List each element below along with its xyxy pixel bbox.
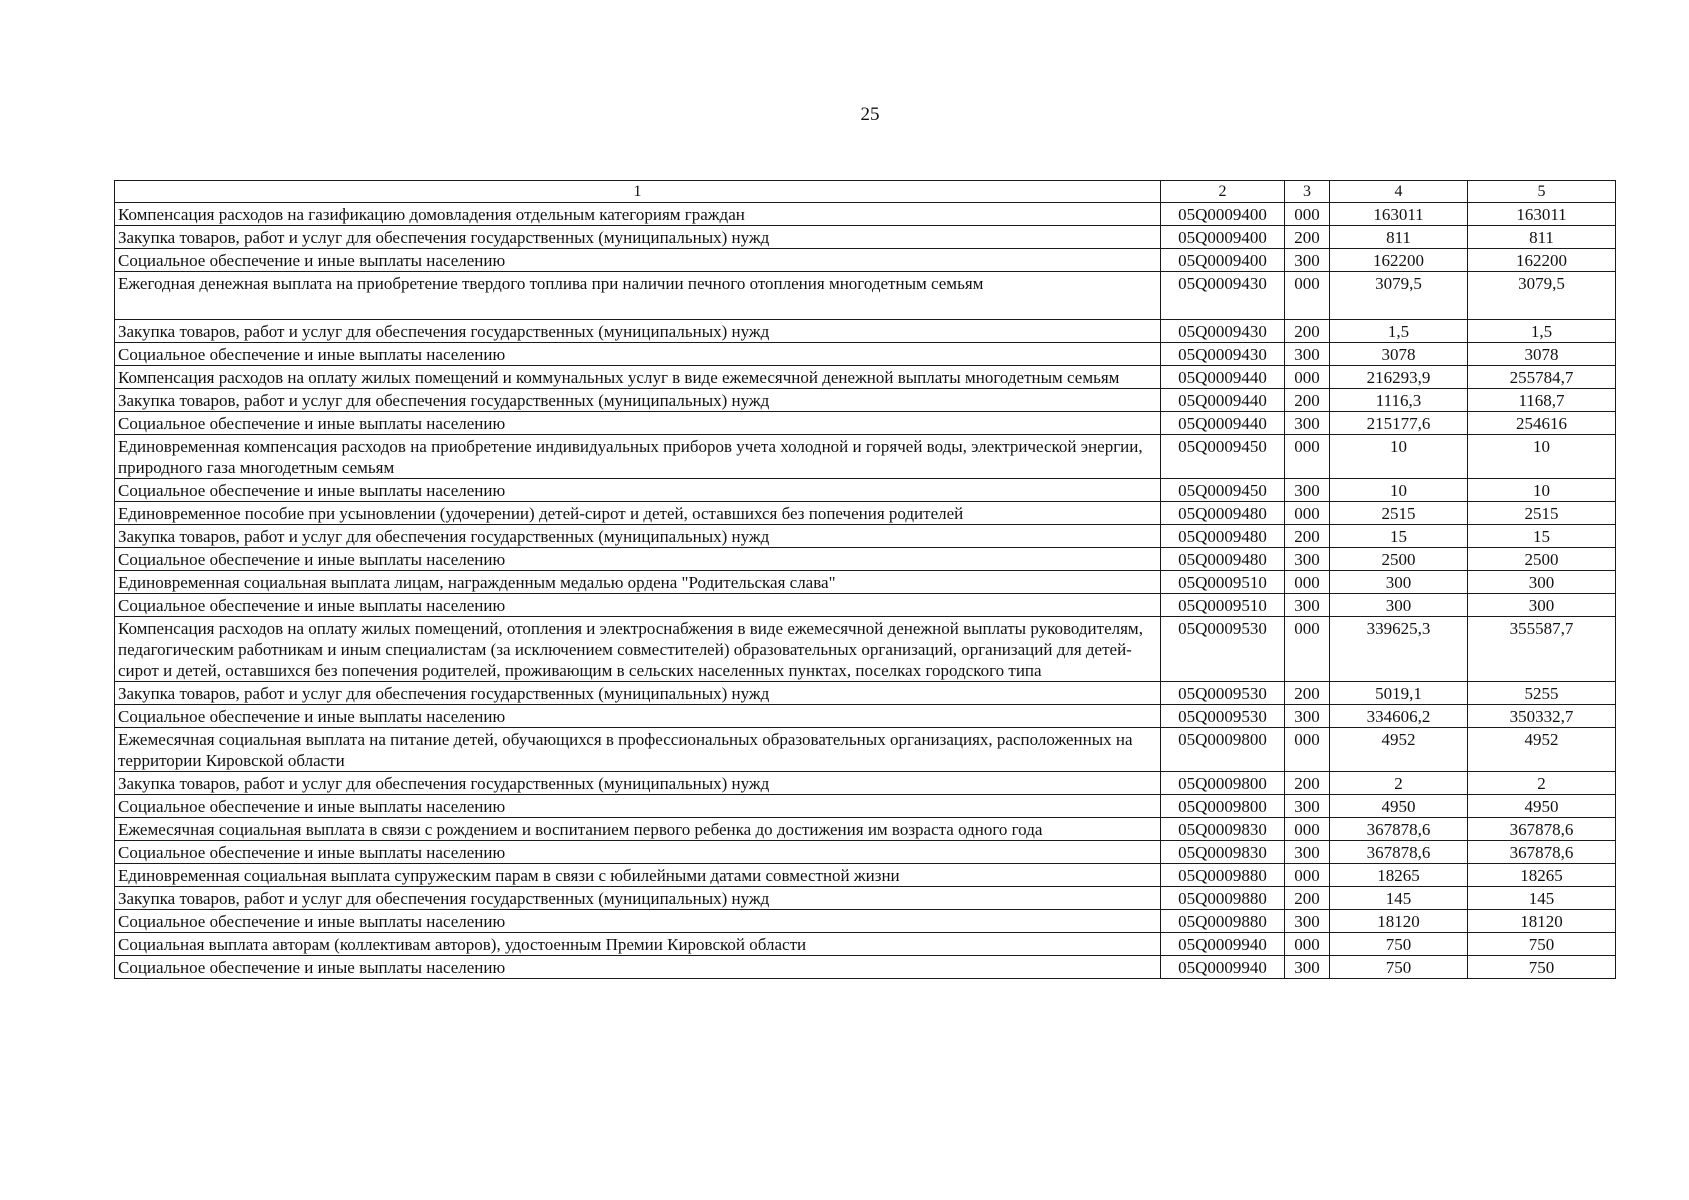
row-code-cell: 05Q0009440 [1161, 366, 1285, 389]
row-name-cell: Социальное обеспечение и иные выплаты населению [115, 594, 1161, 617]
row-value-2025-cell: 1,5 [1468, 320, 1616, 343]
row-type-cell: 300 [1285, 412, 1330, 435]
header-cell-5: 5 [1468, 181, 1616, 203]
row-value-2025-cell: 18120 [1468, 910, 1616, 933]
row-type-cell: 200 [1285, 389, 1330, 412]
row-name-cell: Компенсация расходов на газификацию домовладения отдельным категориям граждан [115, 203, 1161, 226]
table-row [115, 320, 1616, 343]
header-cell-1: 1 [115, 181, 1161, 203]
row-code-cell: 05Q0009480 [1161, 502, 1285, 525]
row-value-2025-cell: 367878,6 [1468, 818, 1616, 841]
row-value-2024-cell: 10 [1330, 435, 1468, 479]
row-value-2024-cell: 5019,1 [1330, 682, 1468, 705]
row-type-cell: 000 [1285, 864, 1330, 887]
header-cell-2: 2 [1161, 181, 1285, 203]
row-value-2025-cell: 355587,7 [1468, 617, 1616, 682]
row-type-cell: 000 [1285, 435, 1330, 479]
row-name-cell: Социальное обеспечение и иные выплаты населению [115, 841, 1161, 864]
table-row [115, 956, 1616, 979]
row-value-2024-cell: 145 [1330, 887, 1468, 910]
row-name-cell: Закупка товаров, работ и услуг для обеспечения государственных (муниципальных) нужд [115, 226, 1161, 249]
row-code-cell: 05Q0009800 [1161, 728, 1285, 772]
table-row [115, 343, 1616, 366]
row-value-2024-cell: 15 [1330, 525, 1468, 548]
row-name-cell: Социальное обеспечение и иные выплаты населению [115, 249, 1161, 272]
row-type-cell: 300 [1285, 795, 1330, 818]
table-row [115, 479, 1616, 502]
row-name-cell: Социальное обеспечение и иные выплаты населению [115, 412, 1161, 435]
table-row [115, 249, 1616, 272]
row-value-2024-cell: 2515 [1330, 502, 1468, 525]
row-value-2024-cell: 750 [1330, 956, 1468, 979]
row-value-2025-cell: 300 [1468, 594, 1616, 617]
row-code-cell: 05Q0009440 [1161, 389, 1285, 412]
row-value-2025-cell: 18265 [1468, 864, 1616, 887]
row-code-cell: 05Q0009830 [1161, 818, 1285, 841]
row-value-2025-cell: 162200 [1468, 249, 1616, 272]
row-name-cell: Закупка товаров, работ и услуг для обеспечения государственных (муниципальных) нужд [115, 682, 1161, 705]
header-row [115, 181, 1616, 203]
row-value-2024-cell: 216293,9 [1330, 366, 1468, 389]
row-value-2025-cell: 750 [1468, 933, 1616, 956]
row-value-2024-cell: 300 [1330, 571, 1468, 594]
row-code-cell: 05Q0009880 [1161, 864, 1285, 887]
table-row [115, 366, 1616, 389]
row-code-cell: 05Q0009800 [1161, 772, 1285, 795]
table-row [115, 594, 1616, 617]
row-type-cell: 300 [1285, 548, 1330, 571]
row-value-2025-cell: 255784,7 [1468, 366, 1616, 389]
row-type-cell: 000 [1285, 571, 1330, 594]
row-type-cell: 200 [1285, 226, 1330, 249]
table-row [115, 412, 1616, 435]
row-code-cell: 05Q0009400 [1161, 226, 1285, 249]
row-value-2024-cell: 18120 [1330, 910, 1468, 933]
row-value-2025-cell: 4950 [1468, 795, 1616, 818]
row-value-2025-cell: 3078 [1468, 343, 1616, 366]
row-value-2025-cell: 1168,7 [1468, 389, 1616, 412]
row-code-cell: 05Q0009450 [1161, 435, 1285, 479]
row-type-cell: 000 [1285, 617, 1330, 682]
row-name-cell: Социальное обеспечение и иные выплаты населению [115, 343, 1161, 366]
row-type-cell: 300 [1285, 910, 1330, 933]
row-name-cell: Закупка товаров, работ и услуг для обеспечения государственных (муниципальных) нужд [115, 887, 1161, 910]
table-row [115, 910, 1616, 933]
table-row [115, 548, 1616, 571]
row-name-cell: Компенсация расходов на оплату жилых помещений, отопления и электроснабжения в виде ежемесячной денежной выплаты руководителям, педагогическим работникам и иным специалистам (за исключением совместителей) образовательных организаций, организаций для детей-сирот и детей, оставшихся без попечения родителей, проживающим в сельских населенных пунктах, поселках городского типа [115, 617, 1161, 682]
row-name-cell: Социальное обеспечение и иные выплаты населению [115, 479, 1161, 502]
row-code-cell: 05Q0009430 [1161, 343, 1285, 366]
row-type-cell: 000 [1285, 933, 1330, 956]
row-value-2025-cell: 300 [1468, 571, 1616, 594]
table-row [115, 435, 1616, 479]
row-value-2024-cell: 3078 [1330, 343, 1468, 366]
row-name-cell: Социальное обеспечение и иные выплаты населению [115, 795, 1161, 818]
row-code-cell: 05Q0009440 [1161, 412, 1285, 435]
row-value-2024-cell: 4950 [1330, 795, 1468, 818]
row-name-cell: Единовременная социальная выплата супружеским парам в связи с юбилейными датами совместной жизни [115, 864, 1161, 887]
table-row [115, 705, 1616, 728]
row-value-2024-cell: 339625,3 [1330, 617, 1468, 682]
row-value-2025-cell: 2515 [1468, 502, 1616, 525]
row-value-2024-cell: 750 [1330, 933, 1468, 956]
row-name-cell: Ежемесячная социальная выплата в связи с рождением и воспитанием первого ребенка до достижения им возраста одного года [115, 818, 1161, 841]
row-name-cell: Компенсация расходов на оплату жилых помещений и коммунальных услуг в виде ежемесячной денежной выплаты многодетным семьям [115, 366, 1161, 389]
row-name-cell: Социальное обеспечение и иные выплаты населению [115, 548, 1161, 571]
row-name-cell: Ежемесячная социальная выплата на питание детей, обучающихся в профессиональных образовательных организациях, расположенных на территории Кировской области [115, 728, 1161, 772]
row-value-2024-cell: 4952 [1330, 728, 1468, 772]
table-row [115, 933, 1616, 956]
row-value-2024-cell: 334606,2 [1330, 705, 1468, 728]
row-type-cell: 000 [1285, 728, 1330, 772]
row-code-cell: 05Q0009530 [1161, 682, 1285, 705]
row-name-cell: Закупка товаров, работ и услуг для обеспечения государственных (муниципальных) нужд [115, 772, 1161, 795]
row-name-cell: Единовременное пособие при усыновлении (удочерении) детей-сирот и детей, оставшихся без попечения родителей [115, 502, 1161, 525]
budget-table [114, 180, 1616, 979]
row-name-cell: Закупка товаров, работ и услуг для обеспечения государственных (муниципальных) нужд [115, 320, 1161, 343]
row-type-cell: 300 [1285, 956, 1330, 979]
row-code-cell: 05Q0009940 [1161, 933, 1285, 956]
table-row [115, 887, 1616, 910]
row-value-2025-cell: 254616 [1468, 412, 1616, 435]
table-row [115, 525, 1616, 548]
row-code-cell: 05Q0009480 [1161, 548, 1285, 571]
row-value-2025-cell: 2500 [1468, 548, 1616, 571]
row-value-2025-cell: 15 [1468, 525, 1616, 548]
row-value-2025-cell: 145 [1468, 887, 1616, 910]
row-value-2024-cell: 10 [1330, 479, 1468, 502]
row-code-cell: 05Q0009450 [1161, 479, 1285, 502]
row-value-2024-cell: 1116,3 [1330, 389, 1468, 412]
row-value-2025-cell: 163011 [1468, 203, 1616, 226]
row-code-cell: 05Q0009400 [1161, 249, 1285, 272]
row-code-cell: 05Q0009510 [1161, 571, 1285, 594]
row-type-cell: 200 [1285, 887, 1330, 910]
row-code-cell: 05Q0009530 [1161, 617, 1285, 682]
table-row [115, 772, 1616, 795]
row-value-2024-cell: 1,5 [1330, 320, 1468, 343]
row-type-cell: 300 [1285, 249, 1330, 272]
row-name-cell: Единовременная компенсация расходов на приобретение индивидуальных приборов учета холодной и горячей воды, электрической энергии, природного газа многодетным семьям [115, 435, 1161, 479]
header-cell-4: 4 [1330, 181, 1468, 203]
row-code-cell: 05Q0009430 [1161, 272, 1285, 320]
table-row [115, 571, 1616, 594]
row-value-2024-cell: 300 [1330, 594, 1468, 617]
row-name-cell: Социальное обеспечение и иные выплаты населению [115, 705, 1161, 728]
table-row [115, 226, 1616, 249]
table-row [115, 682, 1616, 705]
table-row [115, 389, 1616, 412]
row-name-cell: Единовременная социальная выплата лицам, награжденным медалью ордена "Родительская слава" [115, 571, 1161, 594]
row-value-2024-cell: 215177,6 [1330, 412, 1468, 435]
row-type-cell: 200 [1285, 525, 1330, 548]
row-name-cell: Социальное обеспечение и иные выплаты населению [115, 910, 1161, 933]
row-code-cell: 05Q0009800 [1161, 795, 1285, 818]
row-value-2024-cell: 2500 [1330, 548, 1468, 571]
table-row [115, 272, 1616, 320]
header-cell-3: 3 [1285, 181, 1330, 203]
row-type-cell: 300 [1285, 343, 1330, 366]
row-value-2025-cell: 3079,5 [1468, 272, 1616, 320]
table-row [115, 502, 1616, 525]
row-value-2025-cell: 811 [1468, 226, 1616, 249]
table-row [115, 864, 1616, 887]
row-code-cell: 05Q0009880 [1161, 887, 1285, 910]
row-value-2025-cell: 10 [1468, 479, 1616, 502]
row-value-2025-cell: 367878,6 [1468, 841, 1616, 864]
row-value-2025-cell: 5255 [1468, 682, 1616, 705]
row-type-cell: 200 [1285, 682, 1330, 705]
row-type-cell: 000 [1285, 502, 1330, 525]
table-row [115, 795, 1616, 818]
row-name-cell: Социальная выплата авторам (коллективам авторов), удостоенным Премии Кировской области [115, 933, 1161, 956]
row-value-2024-cell: 367878,6 [1330, 818, 1468, 841]
table-row [115, 617, 1616, 682]
row-type-cell: 000 [1285, 272, 1330, 320]
page-number: 25 [860, 104, 880, 125]
table-row [115, 818, 1616, 841]
row-value-2025-cell: 350332,7 [1468, 705, 1616, 728]
row-code-cell: 05Q0009480 [1161, 525, 1285, 548]
row-name-cell: Закупка товаров, работ и услуг для обеспечения государственных (муниципальных) нужд [115, 389, 1161, 412]
row-type-cell: 300 [1285, 594, 1330, 617]
row-type-cell: 200 [1285, 772, 1330, 795]
row-value-2025-cell: 2 [1468, 772, 1616, 795]
row-code-cell: 05Q0009940 [1161, 956, 1285, 979]
row-code-cell: 05Q0009510 [1161, 594, 1285, 617]
row-value-2025-cell: 4952 [1468, 728, 1616, 772]
row-value-2024-cell: 162200 [1330, 249, 1468, 272]
row-type-cell: 300 [1285, 479, 1330, 502]
row-value-2025-cell: 10 [1468, 435, 1616, 479]
row-value-2024-cell: 367878,6 [1330, 841, 1468, 864]
row-value-2024-cell: 163011 [1330, 203, 1468, 226]
row-type-cell: 000 [1285, 818, 1330, 841]
row-value-2025-cell: 750 [1468, 956, 1616, 979]
row-code-cell: 05Q0009400 [1161, 203, 1285, 226]
row-code-cell: 05Q0009880 [1161, 910, 1285, 933]
row-value-2024-cell: 811 [1330, 226, 1468, 249]
row-code-cell: 05Q0009530 [1161, 705, 1285, 728]
row-name-cell: Закупка товаров, работ и услуг для обеспечения государственных (муниципальных) нужд [115, 525, 1161, 548]
row-code-cell: 05Q0009830 [1161, 841, 1285, 864]
table-row [115, 728, 1616, 772]
row-value-2024-cell: 18265 [1330, 864, 1468, 887]
row-type-cell: 300 [1285, 705, 1330, 728]
row-type-cell: 000 [1285, 203, 1330, 226]
row-value-2024-cell: 3079,5 [1330, 272, 1468, 320]
row-type-cell: 000 [1285, 366, 1330, 389]
table-row [115, 203, 1616, 226]
row-name-cell: Ежегодная денежная выплата на приобретение твердого топлива при наличии печного отопления многодетным семьям [115, 272, 1161, 320]
row-name-cell: Социальное обеспечение и иные выплаты населению [115, 956, 1161, 979]
table-row [115, 841, 1616, 864]
row-type-cell: 200 [1285, 320, 1330, 343]
row-type-cell: 300 [1285, 841, 1330, 864]
row-code-cell: 05Q0009430 [1161, 320, 1285, 343]
row-value-2024-cell: 2 [1330, 772, 1468, 795]
